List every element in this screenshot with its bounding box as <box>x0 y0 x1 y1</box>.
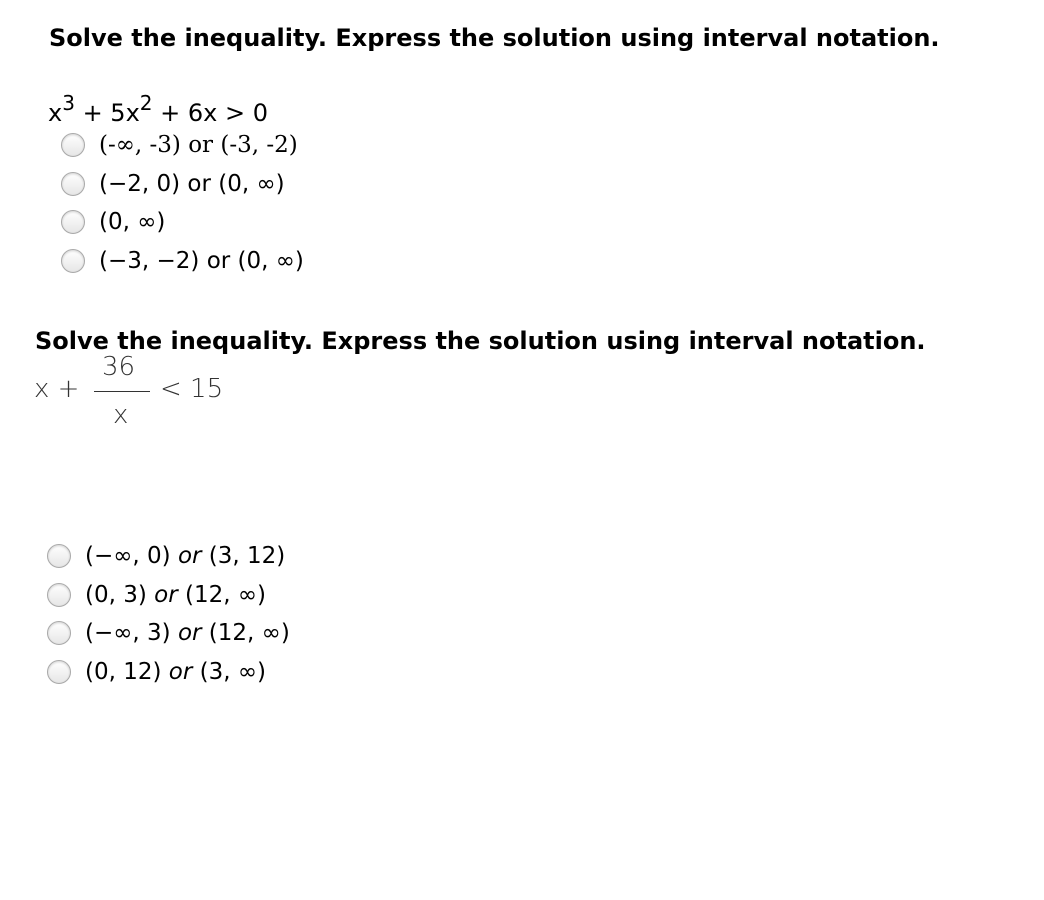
question-1-title: Solve the inequality. Express the solution using interval notation. <box>49 24 940 52</box>
fraction-numerator: 36 <box>102 352 136 382</box>
expr-rhs: < 15 <box>160 374 224 404</box>
question-2-options <box>47 537 290 691</box>
fraction-denominator: x <box>113 400 129 430</box>
answer-option[interactable] <box>61 165 304 204</box>
radio-button[interactable] <box>47 583 71 607</box>
answer-option[interactable] <box>47 537 290 576</box>
answer-option[interactable] <box>61 203 304 242</box>
answer-option[interactable] <box>47 576 290 615</box>
radio-button[interactable] <box>47 660 71 684</box>
answer-option[interactable] <box>61 126 304 165</box>
expr-term: + 5x <box>74 99 140 127</box>
option-label: (0, 12) or (3, ∞) <box>85 658 266 685</box>
option-label: (−∞, 3) or (12, ∞) <box>85 620 290 647</box>
question-1-options <box>61 126 304 280</box>
option-label: (−3, −2) or (0, ∞) <box>99 247 304 274</box>
question-1-expression <box>48 93 268 127</box>
expr-term: x <box>48 99 63 127</box>
radio-button[interactable] <box>61 172 85 196</box>
option-label: (0, 3) or (12, ∞) <box>85 581 266 608</box>
expr-lhs: x + <box>34 374 80 404</box>
expr-exponent: 3 <box>62 91 75 115</box>
fraction-bar <box>94 391 150 392</box>
expr-exponent: 2 <box>139 91 153 115</box>
answer-option[interactable] <box>47 653 290 692</box>
option-label: (0, ∞) <box>99 209 166 236</box>
answer-option[interactable] <box>47 614 290 653</box>
radio-button[interactable] <box>61 133 85 157</box>
option-label: (-∞, -3) or (-3, -2) <box>99 132 298 159</box>
expr-term: + 6x > 0 <box>152 99 268 127</box>
option-label: (−∞, 0) or (3, 12) <box>85 543 286 570</box>
answer-option[interactable] <box>61 242 304 281</box>
radio-button[interactable] <box>47 621 71 645</box>
radio-button[interactable] <box>47 544 71 568</box>
question-2-title: Solve the inequality. Express the solution using interval notation. <box>35 327 926 355</box>
radio-button[interactable] <box>61 249 85 273</box>
radio-button[interactable] <box>61 210 85 234</box>
option-label: (−2, 0) or (0, ∞) <box>99 170 285 197</box>
